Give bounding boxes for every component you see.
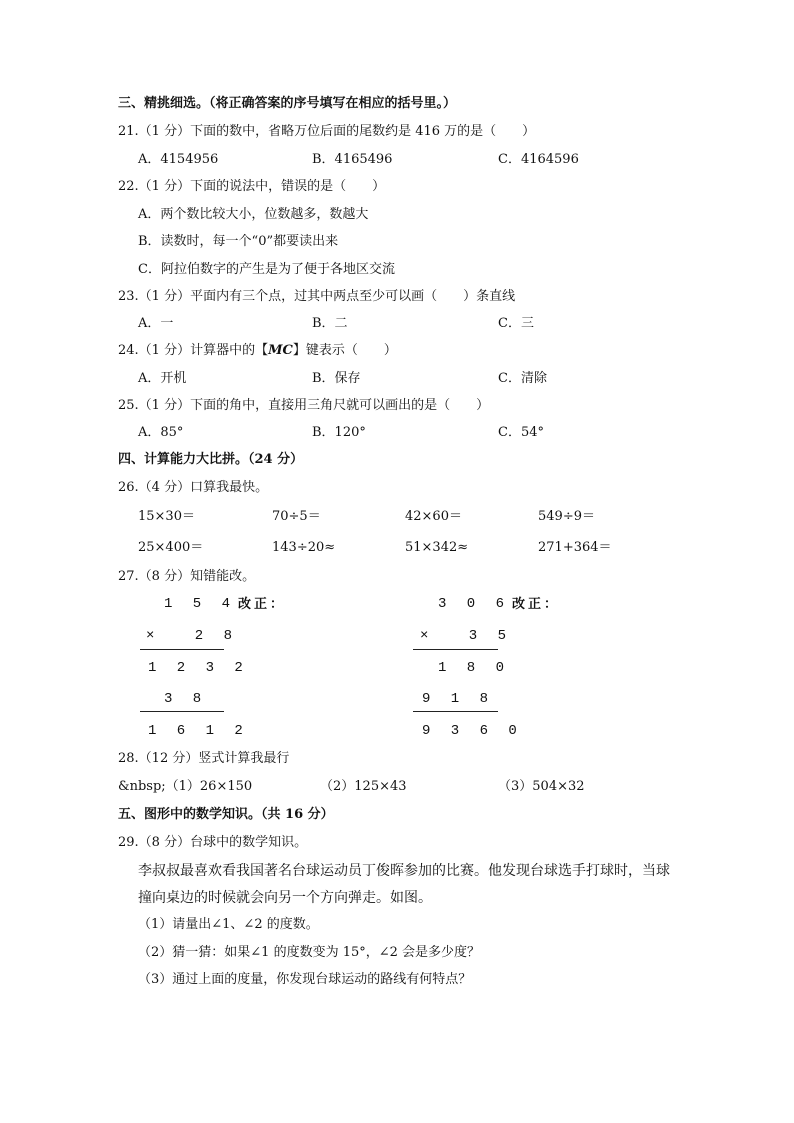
q27-right-result: 9 3 6 0 (422, 723, 523, 739)
q22-option-a: A．两个数比较大小，位数越多，数越大 (138, 207, 369, 222)
q26-item: 549÷9＝ (538, 509, 595, 524)
q27-left-multiplicand: 1 5 4 (164, 596, 237, 612)
q29-sub-question-1: （1）请量出∠1、∠2 的度数。 (138, 917, 319, 932)
q27-right-multiplier: × 3 5 (420, 628, 513, 644)
question-26-stem: 26.（4 分）口算我最快。 (118, 480, 269, 495)
q23-option-c: C．三 (498, 316, 534, 331)
q23-option-a: A．一 (138, 316, 174, 331)
q26-item: 143÷20≈ (272, 540, 336, 555)
q26-item: 51×342≈ (405, 540, 469, 555)
q27-left-line-1 (140, 649, 224, 650)
q27-right-partial-2: 9 1 8 (422, 691, 495, 707)
q27-right-multiplicand: 3 0 6 (438, 596, 511, 612)
question-29-stem: 29.（8 分）台球中的数学知识。 (118, 835, 308, 850)
q25-option-b: B．120° (312, 425, 366, 440)
question-23-stem: 23.（1 分）平面内有三个点，过其中两点至少可以画（ ）条直线 (118, 289, 516, 304)
q21-option-a: A．4154956 (138, 152, 219, 167)
q29-paragraph-line-1: 李叔叔最喜欢看我国著名台球运动员丁俊晖参加的比赛。他发现台球选手打球时，当球 (138, 863, 670, 879)
q26-item: 25×400＝ (138, 540, 204, 555)
q24-option-a: A．开机 (138, 371, 187, 386)
question-24-stem (118, 342, 397, 360)
q28-item-1: &nbsp;（1）26×150 (118, 779, 253, 794)
q22-option-c: C．阿拉伯数字的产生是为了便于各地区交流 (138, 262, 395, 277)
q24-stem-post: 】键表示（ ） (292, 343, 397, 358)
q27-right-correction-label: 改正： (512, 597, 561, 612)
q27-left-partial-1: 1 2 3 2 (148, 660, 249, 676)
q24-option-b: B．保存 (312, 371, 361, 386)
q27-left-multiplier: × 2 8 (146, 628, 239, 644)
q21-option-c: C．4164596 (498, 152, 579, 167)
question-25-stem: 25.（1 分）下面的角中，直接用三角尺就可以画出的是（ ） (118, 398, 490, 413)
q24-stem-pre: 24.（1 分）计算器中的【 (118, 343, 269, 358)
q26-item: 15×30＝ (138, 509, 195, 524)
q23-option-b: B．二 (312, 316, 348, 331)
q21-option-b: B．4165496 (312, 152, 393, 167)
q27-left-line-2 (140, 711, 224, 712)
q27-left-correction-label: 改正： (238, 597, 287, 612)
q27-left-partial-2: 3 8 (164, 691, 208, 707)
q27-right-line-1 (413, 649, 498, 650)
q27-right-partial-1: 1 8 0 (438, 660, 511, 676)
q28-item-2: （2）125×43 (320, 779, 407, 794)
q25-option-c: C．54° (498, 425, 544, 440)
q29-sub-question-3: （3）通过上面的度量，你发现台球运动的路线有何特点？ (138, 972, 472, 987)
q25-option-a: A．85° (138, 425, 184, 440)
q24-option-c: C．清除 (498, 371, 547, 386)
q29-sub-question-2: （2）猜一猜：如果∠1 的度数变为 15°，∠2 会是多少度？ (138, 945, 481, 960)
question-27-stem: 27.（8 分）知错能改。 (118, 569, 256, 584)
question-28-stem: 28.（12 分）竖式计算我最行 (118, 751, 290, 766)
mc-key-label: MC (268, 343, 293, 358)
section-4-heading: 四、计算能力大比拼。（24 分） (118, 452, 304, 467)
q29-paragraph-line-2: 撞向桌边的时候就会向另一个方向弹走。如图。 (138, 890, 432, 906)
question-22-stem: 22.（1 分）下面的说法中，错误的是（ ） (118, 179, 386, 194)
q27-left-result: 1 6 1 2 (148, 723, 249, 739)
q22-option-b: B．读数时，每一个“0”都要读出来 (138, 234, 339, 249)
q28-item-3: （3）504×32 (498, 779, 585, 794)
q26-item: 271+364＝ (538, 540, 612, 555)
section-5-heading: 五、图形中的数学知识。（共 16 分） (118, 807, 334, 822)
section-3-heading: 三、精挑细选。（将正确答案的序号填写在相应的括号里。） (118, 96, 457, 111)
question-21-stem: 21.（1 分）下面的数中，省略万位后面的尾数约是 416 万的是（ ） (118, 124, 536, 139)
q27-right-line-2 (413, 711, 498, 712)
q26-item: 70÷5＝ (272, 509, 321, 524)
q26-item: 42×60＝ (405, 509, 462, 524)
